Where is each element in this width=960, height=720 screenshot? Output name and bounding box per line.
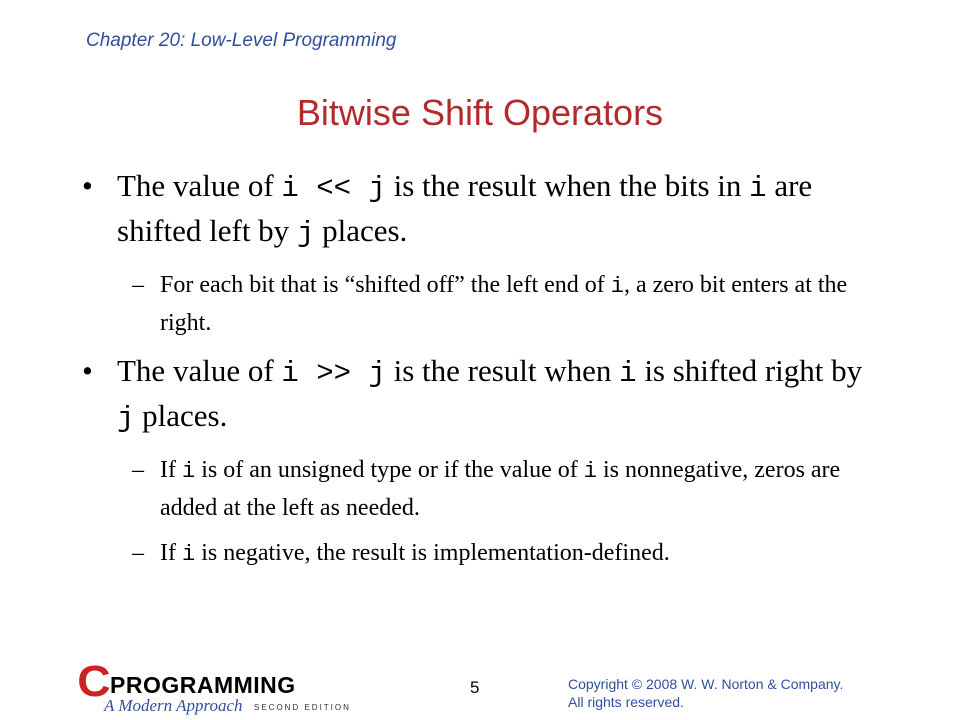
logo-edition: SECOND EDITION (254, 703, 351, 712)
code: i >> j (281, 357, 386, 390)
text: is the result when the bits in (385, 168, 750, 203)
logo-programming-word: PROGRAMMING (110, 672, 296, 698)
text: is nonnegative, zeros are added at the left as needed. (160, 457, 841, 521)
slide-title: Bitwise Shift Operators (296, 92, 664, 133)
text: places. (134, 398, 228, 433)
code: j (296, 217, 315, 250)
code: i (181, 542, 196, 567)
text: places. (314, 213, 408, 248)
copyright-line: Copyright © 2008 W. W. Norton & Company. (568, 676, 844, 692)
code: i (749, 172, 767, 205)
bullet-shift-left (82, 165, 882, 255)
sub-bullet-negative (82, 535, 882, 573)
copyright-line: All rights reserved. (568, 694, 684, 710)
text: If (160, 457, 182, 483)
text: The value of (117, 353, 282, 388)
text: , a zero bit enters at the right. (160, 272, 848, 336)
text: is of an unsigned type or if the value of (195, 457, 584, 483)
code: i (181, 459, 196, 484)
code: i (619, 357, 637, 390)
bullet-shift-right (82, 350, 882, 440)
sub-dash: – (132, 540, 144, 566)
bullet-dot: • (82, 168, 93, 203)
code: i (610, 274, 624, 299)
copyright-notice (568, 675, 908, 711)
bullet-dot: • (82, 353, 93, 388)
code: i (583, 459, 597, 484)
text: is negative, the result is implementation-defined. (195, 540, 670, 566)
text: are shifted left by (117, 168, 813, 248)
chapter-header: Chapter 20: Low-Level Programming (86, 30, 397, 51)
code: j (117, 402, 135, 435)
code: i << j (281, 172, 386, 205)
text: If (160, 540, 182, 566)
sub-dash: – (132, 272, 144, 298)
text: is the result when (385, 353, 620, 388)
slide-body (82, 165, 882, 581)
sub-dash: – (132, 457, 144, 483)
page-number: 5 (470, 678, 480, 697)
text: is shifted right by (636, 353, 863, 388)
logo-subtitle: A Modern Approach (104, 696, 243, 715)
text: The value of (117, 168, 282, 203)
text: For each bit that is “shifted off” the left end of (160, 272, 611, 298)
logo-c-letter: C (77, 657, 111, 706)
sub-bullet-shifted-off (82, 267, 882, 342)
sub-bullet-unsigned (82, 452, 882, 527)
